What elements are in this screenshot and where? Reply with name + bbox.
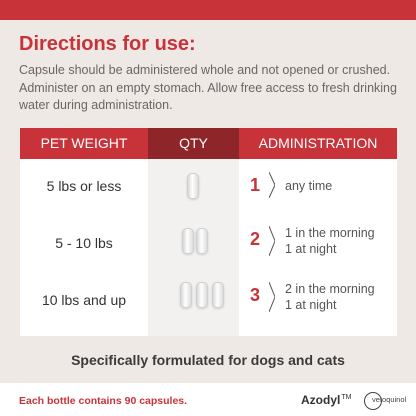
capsule-icon	[182, 228, 194, 254]
administration-line: any time	[285, 179, 333, 193]
bottle-note: Each bottle contains 90 capsules.	[19, 395, 188, 407]
capsule-icon	[196, 282, 208, 308]
partner-logo	[364, 391, 410, 409]
intro-line: Administer on an empty stomach. Allow free access to fresh drinking	[19, 80, 397, 95]
row-3-administration	[285, 281, 375, 313]
intro-line: water during administration.	[19, 98, 173, 112]
partner-name: vetoquinol	[372, 395, 407, 404]
header-administration: ADMINISTRATION	[239, 128, 397, 159]
brace-icon	[269, 282, 275, 312]
header-qty: QTY	[148, 128, 239, 159]
capsule-icon	[196, 228, 208, 254]
row-3-capsules	[148, 270, 239, 330]
trademark-mark: TM	[341, 394, 352, 401]
row-3-dose-number: 3	[249, 285, 260, 305]
row-2-weight: 5 - 10 lbs	[55, 235, 113, 251]
header-pet-weight: PET WEIGHT	[20, 128, 148, 159]
administration-line: 2 in the morning	[285, 282, 375, 296]
administration-line: 1 at night	[285, 298, 337, 312]
intro-line: Capsule should be administered whole and not opened or crushed.	[19, 63, 391, 77]
footer	[0, 383, 416, 416]
row-2-capsules	[148, 214, 239, 274]
brace-icon	[269, 226, 275, 256]
administration-line: 1 in the morning	[285, 226, 375, 240]
administration-line: 1 at night	[285, 242, 337, 256]
dosage-table	[20, 128, 397, 336]
row-1-dose-number: 1	[249, 175, 260, 195]
capsule-icon	[187, 173, 199, 199]
row-2-dose-number: 2	[249, 229, 260, 249]
brand-logo	[301, 393, 351, 407]
row-1-capsules	[148, 158, 239, 218]
row-1-weight: 5 lbs or less	[46, 178, 122, 194]
directions-intro	[19, 62, 399, 115]
row-2-administration	[285, 225, 375, 257]
page-title: Directions for use:	[19, 33, 196, 55]
brand-name: Azodyl	[301, 393, 341, 407]
row-1-administration	[285, 178, 332, 194]
capsule-icon	[212, 282, 224, 308]
top-accent-bar	[0, 0, 416, 20]
table-header	[20, 128, 397, 159]
brace-icon	[269, 172, 275, 198]
capsule-icon	[180, 282, 192, 308]
tagline: Specifically formulated for dogs and cats	[71, 352, 345, 368]
row-3-weight: 10 lbs and up	[41, 292, 127, 308]
